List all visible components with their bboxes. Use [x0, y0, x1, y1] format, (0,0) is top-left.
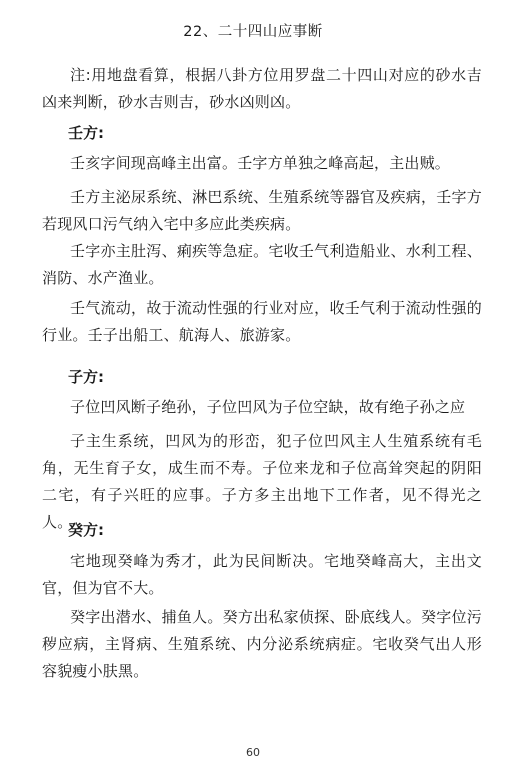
- paragraph: 壬方主泌尿系统、淋巴系统、生殖系统等器官及疾病，壬字方若现风口污气纳入宅中多应此类疾病。: [42, 188, 482, 233]
- paragraph: 癸字出潜水、捕鱼人。癸方出私家侦探、卧底线人。癸字位污秽应病，主肾病、生殖系统、内分泌系统病症。宅收癸气出人形容貌瘦小肤黑。: [42, 608, 482, 680]
- paragraph: 壬亥字间现高峰主出富。壬字方单独之峰高起，主出贼。: [70, 154, 451, 172]
- paragraph: 宅地现癸峰为秀才，此为民间断决。宅地癸峰高大，主出文官，但为官不大。: [42, 552, 482, 597]
- page-title: 22、二十四山应事断: [183, 24, 323, 40]
- section-heading-gui: 癸方:: [68, 521, 104, 539]
- paragraph: 子主生系统，凹风为的形峦，犯子位凹风主人生殖系统有毛角，无生育子女，成生而不寿。子位来龙和子位高耸突起的阴阳二宅，有子兴旺的应事。子方多主出地下工作者，见不得光之人。: [42, 432, 482, 531]
- paragraph: 壬气流动，故于流动性强的行业对应，收壬气利于流动性强的行业。壬子出船工、航海人、旅游家。: [42, 299, 482, 344]
- page-number: 60: [246, 746, 260, 759]
- section-heading-ren: 壬方:: [68, 124, 104, 142]
- paragraph: 子位凹风断子绝孙，子位凹风为子位空缺，故有绝子孙之应: [70, 398, 466, 416]
- section-heading-zi: 子方:: [68, 368, 104, 386]
- paragraph: 壬字亦主肚泻、痢疾等急症。宅收壬气利造船业、水利工程、消防、水产渔业。: [42, 242, 482, 287]
- note-paragraph: 注:用地盘看算，根据八卦方位用罗盘二十四山对应的砂水吉凶来判断，砂水吉则吉，砂水凶则凶。: [42, 66, 482, 111]
